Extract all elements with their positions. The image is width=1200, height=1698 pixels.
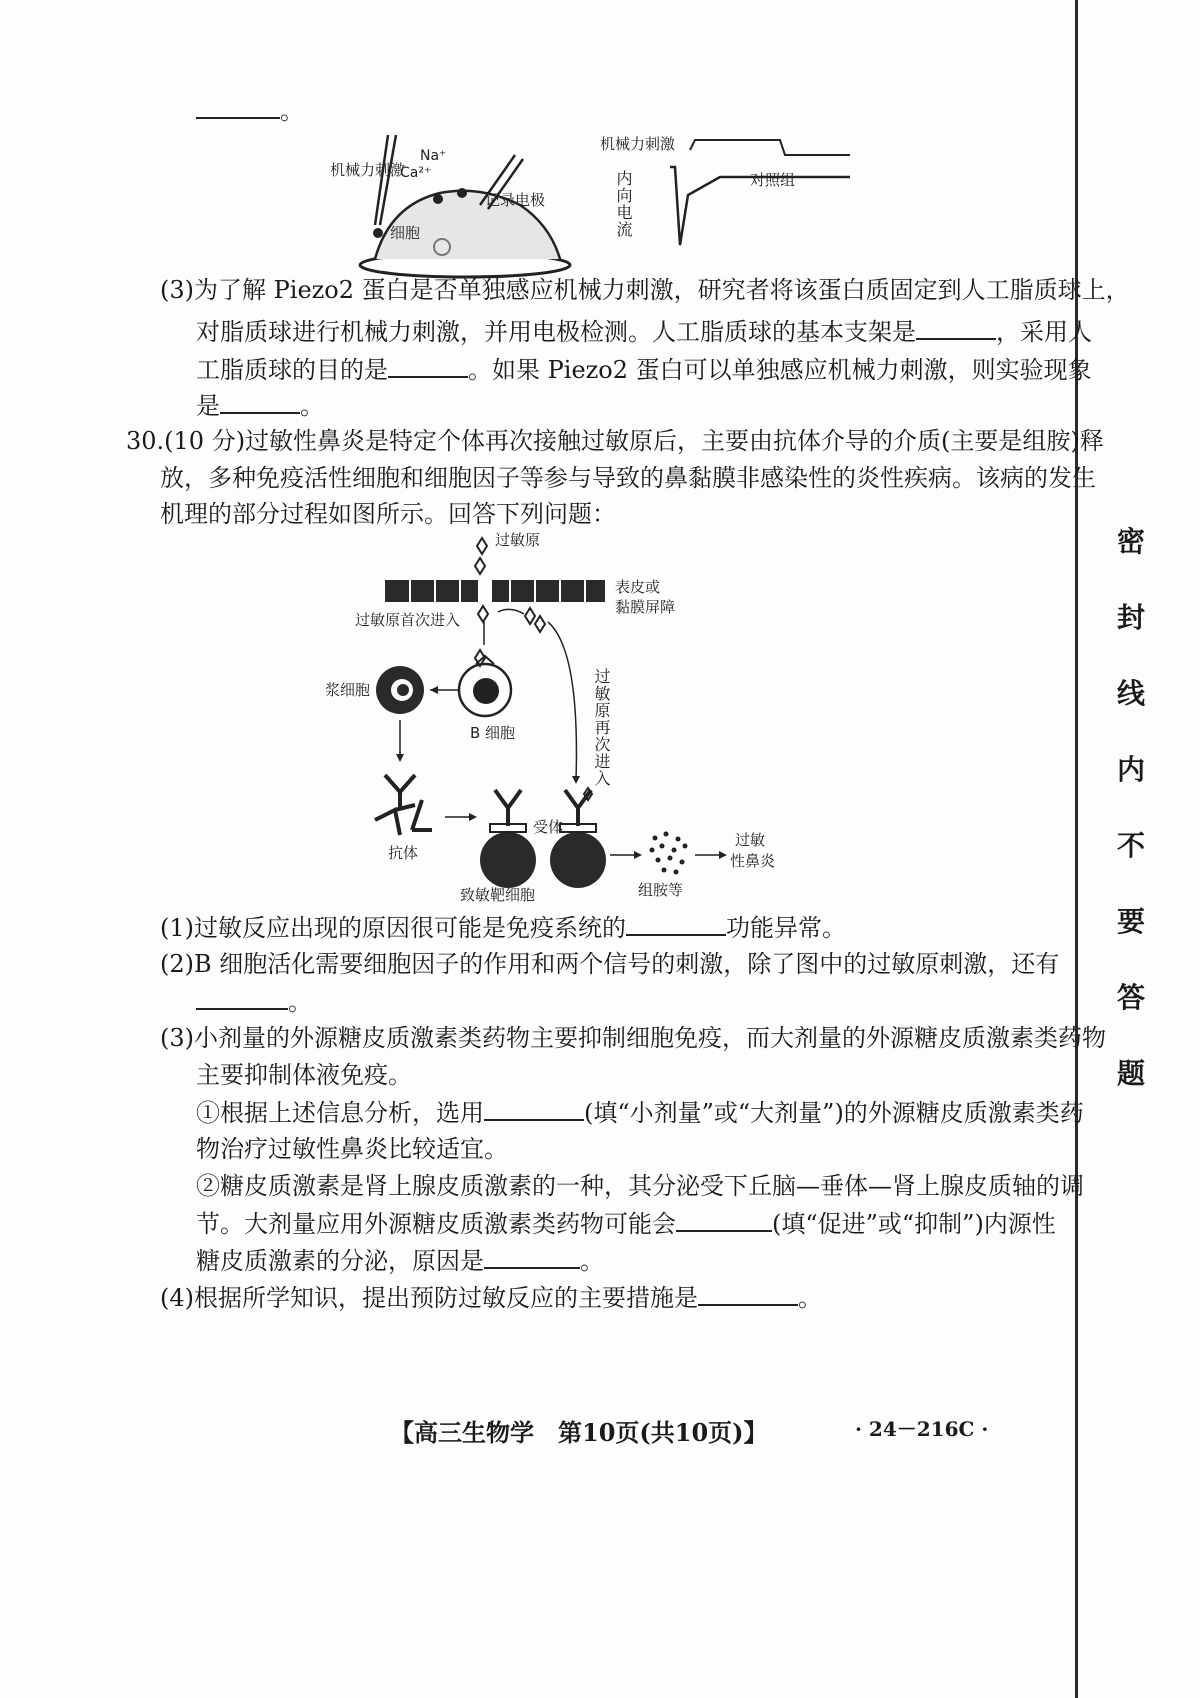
- binding-line: [1075, 0, 1078, 1698]
- fig1-cell-label: 细胞: [390, 224, 421, 242]
- target-cell-1: [480, 832, 536, 888]
- q30-3-line-2: 主要抑制体液免疫。: [196, 1061, 412, 1089]
- label-histamine: 组胺等: [638, 881, 684, 899]
- answer-blank: [196, 93, 280, 119]
- q30-3-line-3: ①根据上述信息分析，选用 (填“小剂量”或“大剂量”)的外源糖皮质激素类药: [196, 1095, 1084, 1130]
- label-receptor: 受体: [533, 818, 564, 836]
- fig2-y-label: 内向电流: [614, 170, 633, 238]
- label-first-entry: 过敏原首次进入: [355, 611, 461, 629]
- fig2-control-label: 对照组: [750, 171, 796, 189]
- fig1-ca-label: Ca²⁺: [400, 165, 432, 181]
- q29-3-line-2: 对脂质球进行机械力刺激，并用电极检测。人工脂质球的基本支架是 ，采用人: [196, 314, 1092, 349]
- answer-blank: [698, 1280, 798, 1306]
- q30-2-cont: 。: [196, 984, 312, 1019]
- q30-3-line-6: 节。大剂量应用外源糖皮质激素类药物可能会 (填“促进”或“抑制”)内源性: [196, 1206, 1056, 1241]
- q29-3-line-1: (3)为了解 Piezo2 蛋白是否单独感应机械力刺激，研究者将该蛋白质固定到人工脂质球上，: [160, 276, 1130, 304]
- q30-3-line-1: (3)小剂量的外源糖皮质激素类药物主要抑制细胞免疫，而大剂量的外源糖皮质激素类药物: [160, 1024, 1106, 1052]
- figure-current-trace: [600, 135, 860, 265]
- fig1-na-label: Na⁺: [420, 148, 447, 164]
- answer-blank: [626, 910, 726, 936]
- fig2-stim-label: 机械力刺激: [600, 135, 676, 153]
- label-allergen: 过敏原: [495, 531, 541, 549]
- label-barrier-2: 黏膜屏障: [615, 598, 676, 616]
- label-barrier-1: 表皮或: [615, 578, 661, 596]
- fig1-mech-label: 机械力刺激: [330, 161, 406, 179]
- q29-3-line-3: 工脂质球的目的是 。如果 Piezo2 蛋白可以单独感应机械力刺激，则实验现象: [196, 352, 1092, 387]
- fig1-electrode-label: 记录电极: [485, 191, 546, 209]
- seal-notice: 密 封 线 内 不 要 答 题: [1116, 525, 1145, 1090]
- label-antibody: 抗体: [388, 844, 419, 862]
- label-reentry: 过敏原再次进入: [592, 668, 611, 787]
- q30-1: (1)过敏反应出现的原因很可能是免疫系统的 功能异常。: [160, 910, 846, 945]
- label-b-cell: B 细胞: [470, 724, 516, 742]
- q30-3-line-5: ②糖皮质激素是肾上腺皮质激素的一种，其分泌受下丘脑—垂体—肾上腺皮质轴的调: [196, 1172, 1084, 1200]
- top-answer-line: 。: [196, 93, 304, 128]
- answer-blank: [484, 1095, 584, 1121]
- q30-line-3: 机理的部分过程如图所示。回答下列问题：: [160, 500, 616, 528]
- q30-2: (2)B 细胞活化需要细胞因子的作用和两个信号的刺激，除了图中的过敏原刺激，还有: [160, 950, 1060, 978]
- barrier-bar: [385, 580, 605, 602]
- q30-line-2: 放，多种免疫活性细胞和细胞因子等参与导致的鼻黏膜非感染性的炎性疾病。该病的发生: [160, 464, 1096, 492]
- answer-blank: [220, 388, 300, 414]
- answer-blank: [676, 1206, 772, 1232]
- q30-line-1: 30.(10 分)过敏性鼻炎是特定个体再次接触过敏原后，主要由抗体介导的介质(主要是组胺)释: [126, 427, 1104, 455]
- target-cell-2: [550, 832, 606, 888]
- label-rhinitis-2: 性鼻炎: [730, 852, 776, 870]
- q30-3-line-4: 物治疗过敏性鼻炎比较适宜。: [196, 1135, 508, 1163]
- q30-4: (4)根据所学知识，提出预防过敏反应的主要措施是 。: [160, 1280, 822, 1315]
- q29-3-line-4: 是 。: [196, 388, 324, 423]
- allergen-icon: [477, 538, 487, 554]
- label-target-cell: 致敏靶细胞: [460, 886, 536, 904]
- answer-blank: [196, 984, 288, 1010]
- page-footer-title: 【高三生物学 第10页(共10页)】: [390, 1418, 768, 1447]
- label-rhinitis-1: 过敏: [735, 831, 766, 849]
- histamine-dots: [650, 832, 688, 875]
- answer-blank: [388, 352, 468, 378]
- label-plasma-cell: 浆细胞: [325, 681, 371, 699]
- answer-blank: [916, 314, 996, 340]
- answer-blank: [484, 1243, 580, 1269]
- page-footer-code: · 24－216C ·: [855, 1417, 989, 1441]
- figure-cell-electrode: [330, 135, 620, 285]
- q30-3-line-7: 糖皮质激素的分泌，原因是 。: [196, 1243, 604, 1278]
